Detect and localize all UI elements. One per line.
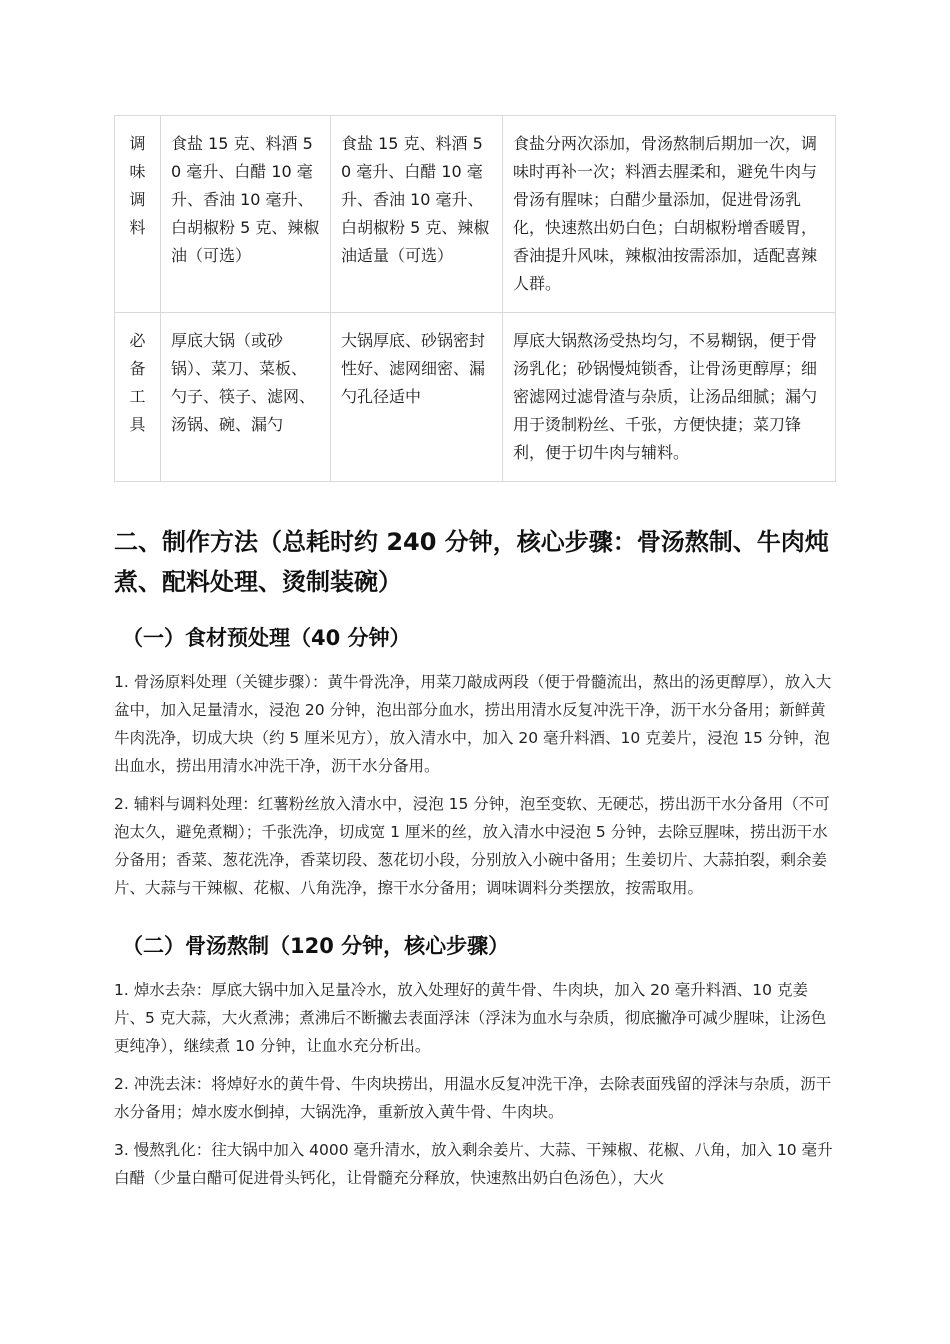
section-heading: 二、制作方法（总耗时约 240 分钟，核心步骤：骨汤熬制、牛肉炖煮、配料处理、烫制装碗） [114,528,829,596]
step-paragraph: 1. 骨汤原料处理（关键步骤）：黄牛骨洗净，用菜刀敲成两段（便于骨髓流出，熬出的汤更醇厚），放入大盆中，加入足量清水，浸泡 20 分钟，泡出部分血水，捞出用清水反复冲洗干净，沥干水分备用；新鲜黄牛肉洗净，切成大块（约 5 厘米见方），放入清水中，加入 20 毫升料酒、10 克姜片，浸泡 15 分钟，泡出血水，捞出用清水冲洗干净，沥干水分备用。 [114,673,832,775]
row-requirement: 大锅厚底、砂锅密封性好、滤网细密、漏勺孔径适中 [331,313,503,482]
step-paragraph: 3. 慢熬乳化：往大锅中加入 4000 毫升清水，放入剩余姜片、大蒜、干辣椒、花椒、八角，加入 10 毫升白醋（少量白醋可促进骨头钙化，让骨髓充分释放，快速熬出奶白色汤色），大火 [114,1141,833,1187]
row-note: 厚底大锅熬汤受热均匀，不易糊锅，便于骨汤乳化；砂锅慢炖锁香，让骨汤更醇厚；细密滤网过滤骨渣与杂质，让汤品细腻；漏勺用于烫制粉丝、千张，方便快捷；菜刀锋利，便于切牛肉与辅料。 [503,313,836,482]
method-content [114,522,836,1202]
row-note: 食盐分两次添加，骨汤熬制后期加一次，调味时再补一次；料酒去腥柔和，避免牛肉与骨汤有腥味；白醋少量添加，促进骨汤乳化，快速熬出奶白色；白胡椒粉增香暖胃，香油提升风味，辣椒油按需添加，适配喜辣人群。 [503,116,836,313]
ingredients-table [114,115,836,482]
spacer [114,912,836,930]
step-paragraph: 2. 冲洗去沫：将焯好水的黄牛骨、牛肉块捞出，用温水反复冲洗干净，去除表面残留的浮沫与杂质，沥干水分备用；焯水废水倒掉，大锅洗净，重新放入黄牛骨、牛肉块。 [114,1075,832,1121]
step-paragraph: 2. 辅料与调料处理：红薯粉丝放入清水中，浸泡 15 分钟，泡至变软、无硬芯，捞出沥干水分备用（不可泡太久，避免煮糊）；千张洗净，切成宽 1 厘米的丝，放入清水中浸泡 5 分钟，去除豆腥味，捞出沥干水分备用；香菜、葱花洗净，香菜切段、葱花切小段，分别放入小碗中备用；生姜切片、大蒜拍裂，剩余姜片、大蒜与干辣椒、花椒、八角洗净，擦干水分备用；调味调料分类摆放，按需取用。 [114,795,830,897]
row-ingredients: 厚底大锅（或砂锅）、菜刀、菜板、勺子、筷子、滤网、汤锅、碗、漏勺 [161,313,331,482]
table-row [115,116,836,313]
row-ingredients: 食盐 15 克、料酒 50 毫升、白醋 10 毫升、香油 10 毫升、白胡椒粉 5 克、辣椒油（可选） [161,116,331,313]
step-paragraph: 1. 焯水去杂：厚底大锅中加入足量冷水，放入处理好的黄牛骨、牛肉块，加入 20 毫升料酒、10 克姜片、5 克大蒜，大火煮沸；煮沸后不断撇去表面浮沫（浮沫为血水与杂质，彻底撇净可减少腥味，让汤色更纯净），继续煮 10 分钟，让血水充分析出。 [114,981,827,1055]
row-requirement: 食盐 15 克、料酒 50 毫升、白醋 10 毫升、香油 10 毫升、白胡椒粉 5 克、辣椒油适量（可选） [331,116,503,313]
row-category: 必备工具 [115,313,161,482]
subsection-heading: （一）食材预处理（40 分钟） [122,626,411,650]
table-row [115,313,836,482]
row-category: 调味调料 [115,116,161,313]
subsection-heading: （二）骨汤熬制（120 分钟，核心步骤） [122,934,510,958]
